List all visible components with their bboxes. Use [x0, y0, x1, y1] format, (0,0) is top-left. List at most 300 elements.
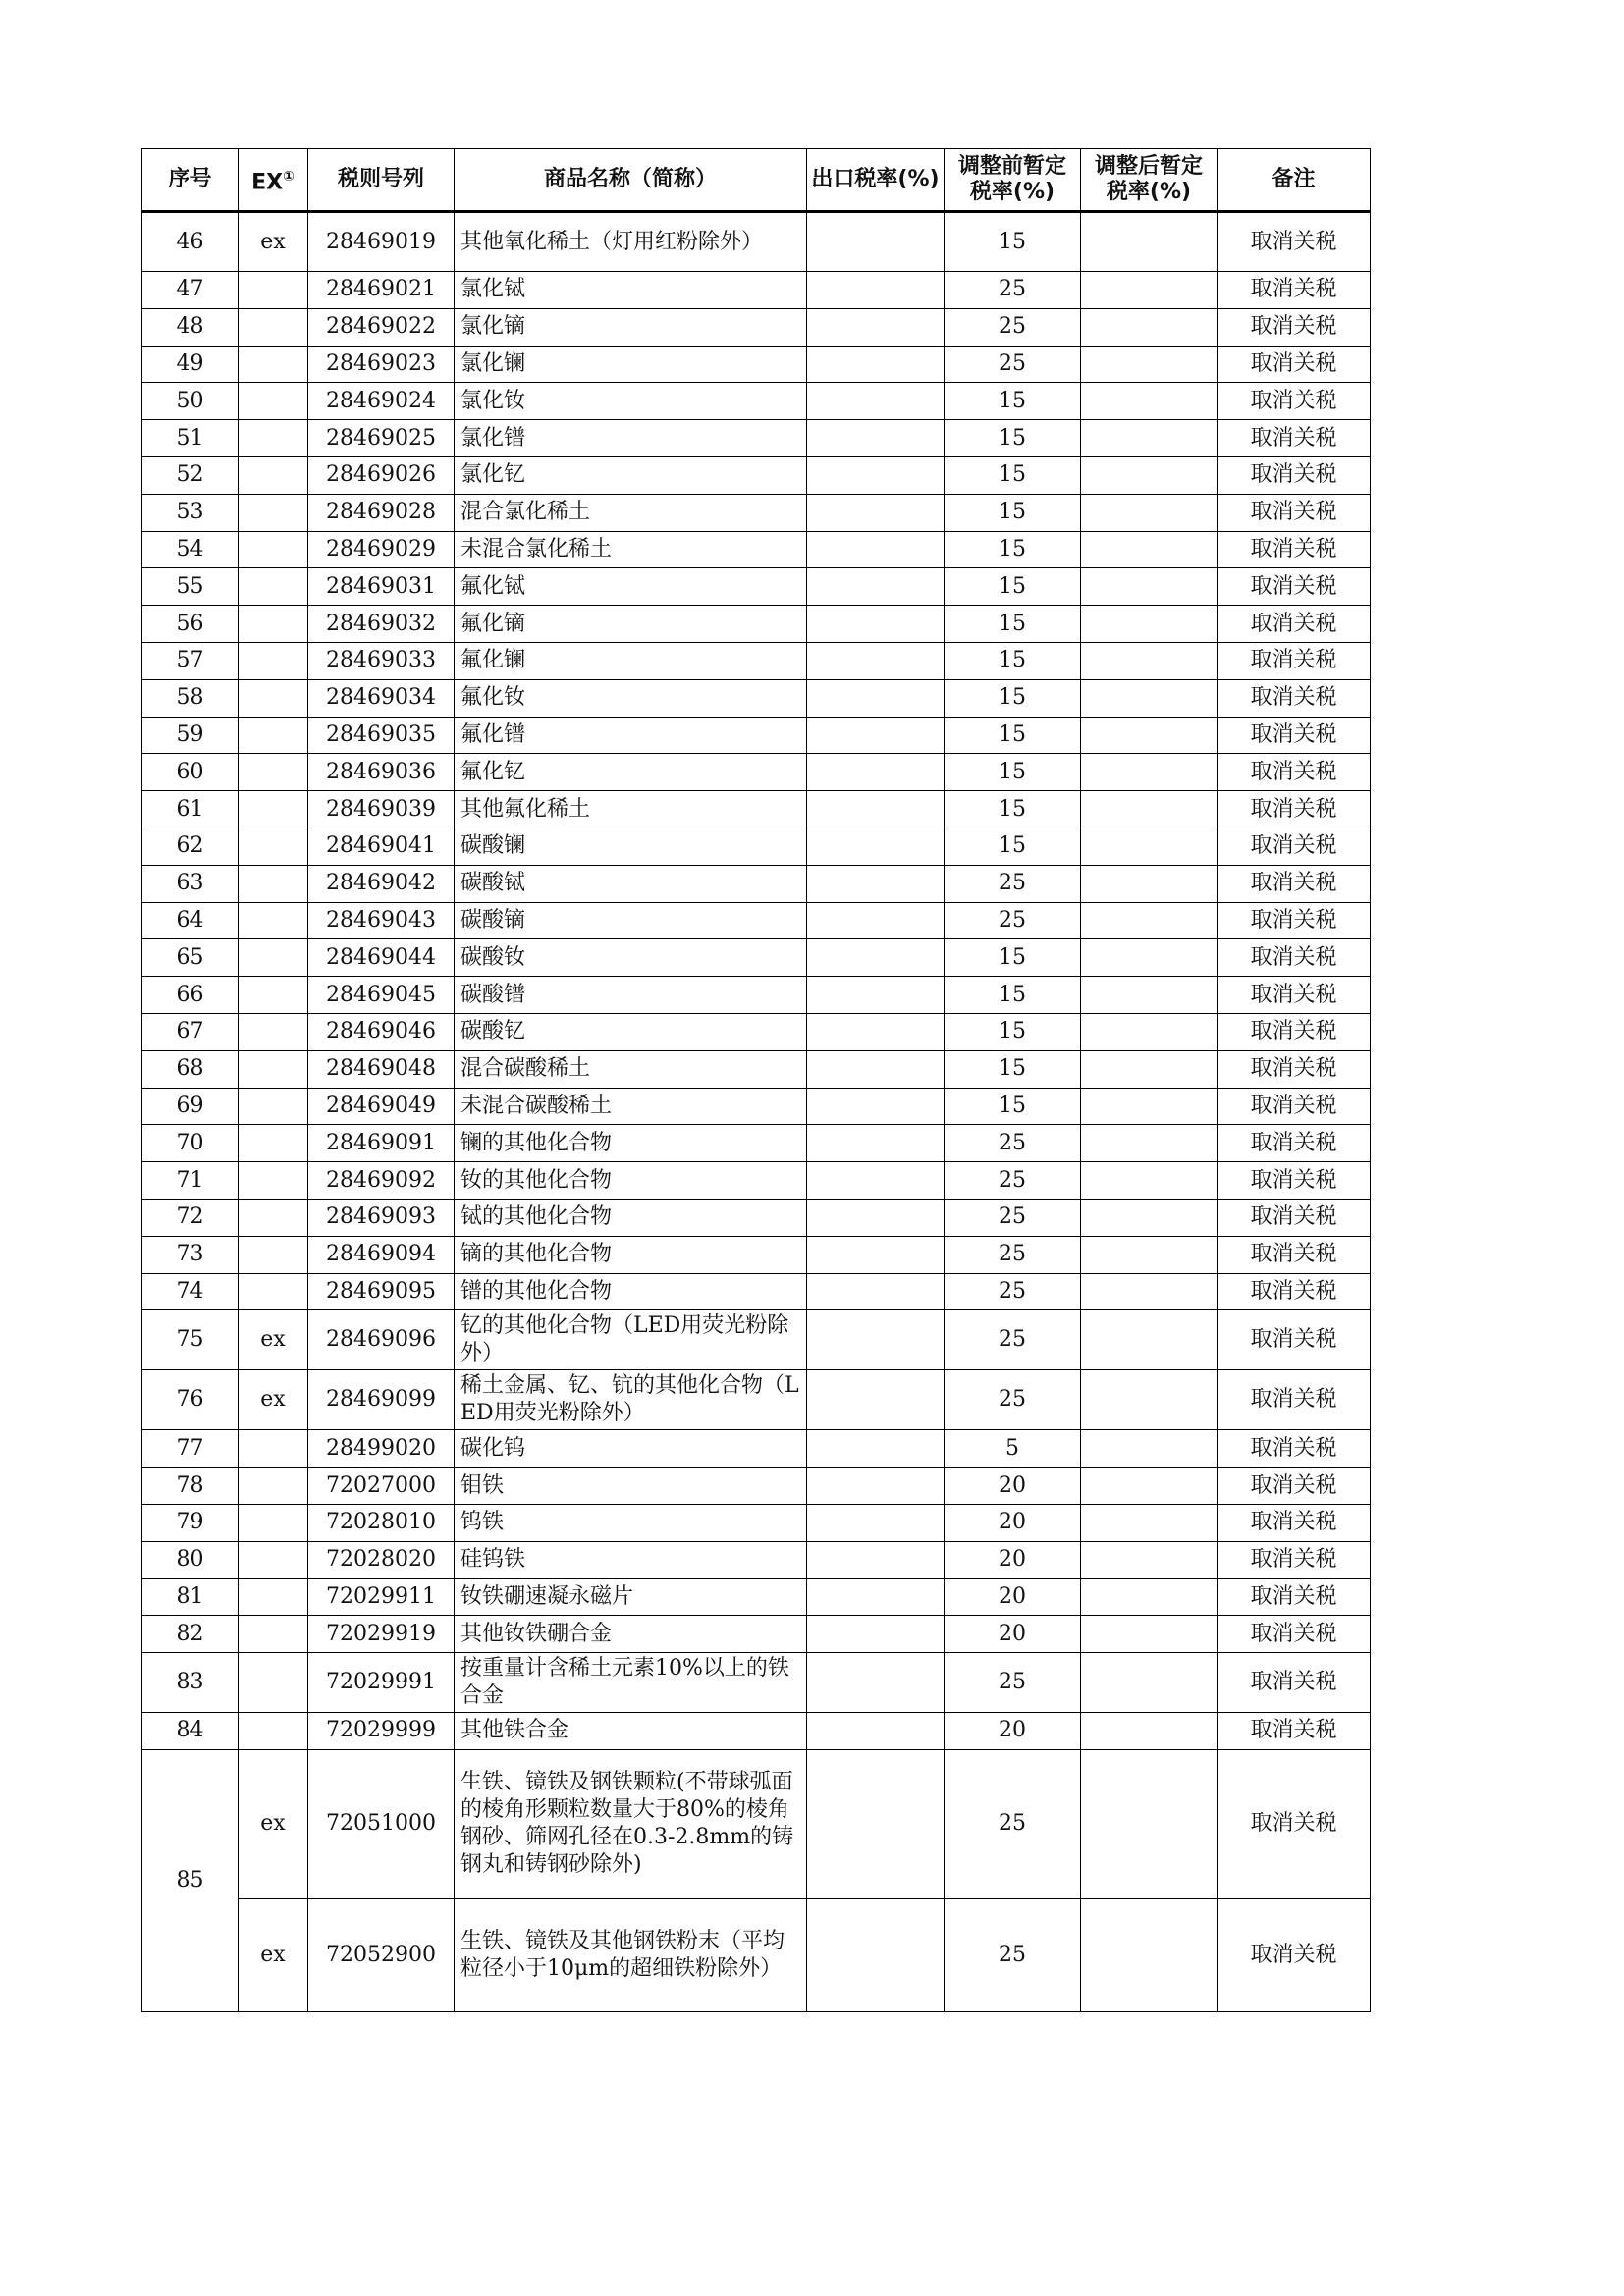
- row-product-name: 钇的其他化合物（LED用荧光粉除外）: [455, 1310, 807, 1370]
- row-product-name: 碳酸铽: [455, 865, 807, 902]
- row-pre-rate: 15: [945, 212, 1081, 272]
- row-product-name: 混合氯化稀土: [455, 494, 807, 531]
- row-note: 取消关税: [1218, 1236, 1371, 1273]
- row-tariff-code: 28469025: [308, 420, 455, 457]
- row-export-rate: [807, 531, 945, 568]
- row-note: 取消关税: [1218, 606, 1371, 643]
- row-pre-rate: 15: [945, 531, 1081, 568]
- row-product-name: 碳酸镨: [455, 977, 807, 1014]
- row-product-name: 按重量计含稀土元素10%以上的铁合金: [455, 1653, 807, 1713]
- row-number: 48: [142, 308, 239, 346]
- row-note: 取消关税: [1218, 642, 1371, 679]
- row-product-name: 氯化镝: [455, 308, 807, 346]
- row-number: 47: [142, 272, 239, 309]
- row-note: 取消关税: [1218, 1504, 1371, 1541]
- row-pre-rate: 25: [945, 1125, 1081, 1162]
- row-pre-rate: 15: [945, 568, 1081, 606]
- row-pre-rate: 15: [945, 977, 1081, 1014]
- table-row: [142, 494, 1371, 531]
- row-post-rate: [1081, 346, 1218, 383]
- row-product-name: 氟化铽: [455, 568, 807, 606]
- row-tariff-code: 28469034: [308, 679, 455, 717]
- row-tariff-code: 28469091: [308, 1125, 455, 1162]
- row-ex: [239, 1162, 308, 1200]
- row-export-rate: [807, 1430, 945, 1468]
- row-post-rate: [1081, 568, 1218, 606]
- row-post-rate: [1081, 308, 1218, 346]
- row-note: 取消关税: [1218, 1310, 1371, 1370]
- row-note: 取消关税: [1218, 420, 1371, 457]
- row-product-name: 碳酸钇: [455, 1013, 807, 1050]
- row-pre-rate: 25: [945, 902, 1081, 939]
- row-product-name: 氯化铽: [455, 272, 807, 309]
- row-pre-rate: 15: [945, 606, 1081, 643]
- row-note: 取消关税: [1218, 1541, 1371, 1578]
- row-number: 53: [142, 494, 239, 531]
- row-product-name: 氟化镝: [455, 606, 807, 643]
- table-row: [142, 272, 1371, 309]
- row-ex: ex: [239, 1898, 308, 2011]
- row-product-name: 生铁、镜铁及其他钢铁粉末（平均粒径小于10μm的超细铁粉除外）: [455, 1898, 807, 2011]
- row-ex: [239, 977, 308, 1014]
- row-post-rate: [1081, 212, 1218, 272]
- row-product-name: 稀土金属、钇、钪的其他化合物（LED用荧光粉除外）: [455, 1370, 807, 1430]
- row-note: 取消关税: [1218, 1273, 1371, 1310]
- row-note: 取消关税: [1218, 346, 1371, 383]
- row-export-rate: [807, 1504, 945, 1541]
- row-ex: ex: [239, 1370, 308, 1430]
- row-export-rate: [807, 1310, 945, 1370]
- row-export-rate: [807, 1898, 945, 2011]
- row-number: 63: [142, 865, 239, 902]
- table-row: [142, 1898, 1371, 2011]
- header-pre-rate: 调整前暂定税率(%): [945, 149, 1081, 212]
- row-note: 取消关税: [1218, 902, 1371, 939]
- row-export-rate: [807, 1578, 945, 1616]
- row-pre-rate: 15: [945, 420, 1081, 457]
- row-tariff-code: 28469031: [308, 568, 455, 606]
- row-note: 取消关税: [1218, 531, 1371, 568]
- row-export-rate: [807, 1713, 945, 1750]
- row-note: 取消关税: [1218, 456, 1371, 494]
- row-ex: [239, 1050, 308, 1088]
- row-number: 77: [142, 1430, 239, 1468]
- table-row: [142, 865, 1371, 902]
- table-row: [142, 1578, 1371, 1616]
- row-product-name: 钨铁: [455, 1504, 807, 1541]
- row-note: 取消关税: [1218, 679, 1371, 717]
- row-ex: [239, 1236, 308, 1273]
- row-pre-rate: 20: [945, 1504, 1081, 1541]
- row-tariff-code: 28469099: [308, 1370, 455, 1430]
- header-name: 商品名称（简称）: [455, 149, 807, 212]
- row-post-rate: [1081, 1125, 1218, 1162]
- row-number: 46: [142, 212, 239, 272]
- row-number: 65: [142, 939, 239, 977]
- row-number: 78: [142, 1468, 239, 1505]
- table-row: [142, 642, 1371, 679]
- table-row: [142, 308, 1371, 346]
- row-ex: [239, 1273, 308, 1310]
- row-ex: [239, 606, 308, 643]
- row-post-rate: [1081, 531, 1218, 568]
- row-number: 49: [142, 346, 239, 383]
- row-ex: [239, 420, 308, 457]
- row-note: 取消关税: [1218, 717, 1371, 754]
- row-tariff-code: 28469043: [308, 902, 455, 939]
- row-pre-rate: 20: [945, 1468, 1081, 1505]
- row-pre-rate: 25: [945, 346, 1081, 383]
- row-post-rate: [1081, 828, 1218, 865]
- row-note: 取消关税: [1218, 1653, 1371, 1713]
- row-tariff-code: 28469036: [308, 754, 455, 791]
- row-post-rate: [1081, 1013, 1218, 1050]
- row-pre-rate: 15: [945, 642, 1081, 679]
- row-note: 取消关税: [1218, 1050, 1371, 1088]
- row-note: 取消关税: [1218, 1125, 1371, 1162]
- row-export-rate: [807, 828, 945, 865]
- row-number: 73: [142, 1236, 239, 1273]
- row-post-rate: [1081, 791, 1218, 828]
- header-post-rate: 调整后暂定税率(%): [1081, 149, 1218, 212]
- table-row: [142, 1310, 1371, 1370]
- row-export-rate: [807, 642, 945, 679]
- row-note: 取消关税: [1218, 568, 1371, 606]
- row-post-rate: [1081, 1430, 1218, 1468]
- row-export-rate: [807, 1653, 945, 1713]
- row-post-rate: [1081, 939, 1218, 977]
- row-product-name: 镝的其他化合物: [455, 1236, 807, 1273]
- row-export-rate: [807, 494, 945, 531]
- header-ex-label: EX: [251, 170, 284, 195]
- row-export-rate: [807, 902, 945, 939]
- row-product-name: 钼铁: [455, 1468, 807, 1505]
- row-ex: [239, 717, 308, 754]
- row-pre-rate: 15: [945, 1088, 1081, 1125]
- row-ex: [239, 902, 308, 939]
- row-ex: [239, 1713, 308, 1750]
- row-post-rate: [1081, 642, 1218, 679]
- row-pre-rate: 25: [945, 1898, 1081, 2011]
- row-ex: ex: [239, 1749, 308, 1898]
- table-row: [142, 1199, 1371, 1236]
- row-ex: [239, 308, 308, 346]
- row-ex: [239, 272, 308, 309]
- row-ex: [239, 1088, 308, 1125]
- row-export-rate: [807, 977, 945, 1014]
- row-number: 64: [142, 902, 239, 939]
- row-export-rate: [807, 1050, 945, 1088]
- row-pre-rate: 15: [945, 717, 1081, 754]
- row-number: 54: [142, 531, 239, 568]
- row-ex: [239, 754, 308, 791]
- row-post-rate: [1081, 1616, 1218, 1653]
- row-post-rate: [1081, 420, 1218, 457]
- row-post-rate: [1081, 1504, 1218, 1541]
- row-tariff-code: 28469048: [308, 1050, 455, 1088]
- row-ex: [239, 346, 308, 383]
- row-post-rate: [1081, 1370, 1218, 1430]
- table-row: [142, 1236, 1371, 1273]
- row-note: 取消关税: [1218, 1199, 1371, 1236]
- row-pre-rate: 5: [945, 1430, 1081, 1468]
- table-row: [142, 383, 1371, 420]
- row-tariff-code: 28469045: [308, 977, 455, 1014]
- row-export-rate: [807, 1236, 945, 1273]
- row-pre-rate: 25: [945, 1162, 1081, 1200]
- table-row: [142, 1050, 1371, 1088]
- table-row: [142, 1749, 1371, 1898]
- row-export-rate: [807, 1162, 945, 1200]
- row-number: 74: [142, 1273, 239, 1310]
- row-post-rate: [1081, 494, 1218, 531]
- row-ex: [239, 1578, 308, 1616]
- row-export-rate: [807, 1125, 945, 1162]
- row-tariff-code: 28469029: [308, 531, 455, 568]
- row-note: 取消关税: [1218, 1370, 1371, 1430]
- row-tariff-code: 28469028: [308, 494, 455, 531]
- row-number: 84: [142, 1713, 239, 1750]
- row-tariff-code: 28469024: [308, 383, 455, 420]
- row-ex: [239, 456, 308, 494]
- row-product-name: 氯化钕: [455, 383, 807, 420]
- row-number: 82: [142, 1616, 239, 1653]
- row-export-rate: [807, 1088, 945, 1125]
- table-row: [142, 1468, 1371, 1505]
- row-note: 取消关税: [1218, 865, 1371, 902]
- table-header: [142, 149, 1371, 212]
- row-pre-rate: 25: [945, 1199, 1081, 1236]
- row-export-rate: [807, 1749, 945, 1898]
- row-note: 取消关税: [1218, 1749, 1371, 1898]
- row-post-rate: [1081, 1898, 1218, 2011]
- row-ex: ex: [239, 212, 308, 272]
- row-pre-rate: 15: [945, 791, 1081, 828]
- row-ex: [239, 1653, 308, 1713]
- row-number: 55: [142, 568, 239, 606]
- row-tariff-code: 28469035: [308, 717, 455, 754]
- row-product-name: 碳酸镝: [455, 902, 807, 939]
- row-tariff-code: 28469096: [308, 1310, 455, 1370]
- row-export-rate: [807, 606, 945, 643]
- table-row: [142, 1088, 1371, 1125]
- row-tariff-code: 28469033: [308, 642, 455, 679]
- row-note: 取消关税: [1218, 1013, 1371, 1050]
- row-tariff-code: 72029919: [308, 1616, 455, 1653]
- row-number: 76: [142, 1370, 239, 1430]
- row-export-rate: [807, 272, 945, 309]
- table-row: [142, 1713, 1371, 1750]
- row-tariff-code: 28469021: [308, 272, 455, 309]
- row-pre-rate: 20: [945, 1713, 1081, 1750]
- row-ex: [239, 939, 308, 977]
- row-post-rate: [1081, 1050, 1218, 1088]
- row-number: 57: [142, 642, 239, 679]
- row-pre-rate: 15: [945, 1050, 1081, 1088]
- row-pre-rate: 25: [945, 1236, 1081, 1273]
- row-pre-rate: 20: [945, 1616, 1081, 1653]
- row-number: 79: [142, 1504, 239, 1541]
- row-pre-rate: 20: [945, 1578, 1081, 1616]
- table-row: [142, 939, 1371, 977]
- table-row: [142, 456, 1371, 494]
- row-pre-rate: 15: [945, 939, 1081, 977]
- row-number: 61: [142, 791, 239, 828]
- table-row: [142, 902, 1371, 939]
- row-post-rate: [1081, 1713, 1218, 1750]
- row-product-name: 其他氧化稀土（灯用红粉除外）: [455, 212, 807, 272]
- row-product-name: 未混合氯化稀土: [455, 531, 807, 568]
- row-post-rate: [1081, 1088, 1218, 1125]
- row-product-name: 氯化镧: [455, 346, 807, 383]
- row-post-rate: [1081, 1236, 1218, 1273]
- row-tariff-code: 28469095: [308, 1273, 455, 1310]
- row-post-rate: [1081, 606, 1218, 643]
- row-note: 取消关税: [1218, 939, 1371, 977]
- table-row: [142, 1653, 1371, 1713]
- row-tariff-code: 28469094: [308, 1236, 455, 1273]
- table-row: [142, 1273, 1371, 1310]
- table-row: [142, 531, 1371, 568]
- row-product-name: 铽的其他化合物: [455, 1199, 807, 1236]
- row-product-name: 钕的其他化合物: [455, 1162, 807, 1200]
- row-export-rate: [807, 791, 945, 828]
- row-tariff-code: 28469049: [308, 1088, 455, 1125]
- row-product-name: 生铁、镜铁及钢铁颗粒(不带球弧面的棱角形颗粒数量大于80%的棱角钢砂、筛网孔径在0.3-2.8mm的铸钢丸和铸钢砂除外): [455, 1749, 807, 1898]
- row-ex: [239, 679, 308, 717]
- row-ex: [239, 568, 308, 606]
- row-note: 取消关税: [1218, 1162, 1371, 1200]
- row-note: 取消关税: [1218, 1578, 1371, 1616]
- table-row: [142, 1430, 1371, 1468]
- row-product-name: 氟化钕: [455, 679, 807, 717]
- row-pre-rate: 15: [945, 828, 1081, 865]
- row-ex: [239, 531, 308, 568]
- row-export-rate: [807, 1468, 945, 1505]
- row-post-rate: [1081, 1749, 1218, 1898]
- table-row: [142, 1162, 1371, 1200]
- row-tariff-code: 28469032: [308, 606, 455, 643]
- row-tariff-code: 72051000: [308, 1749, 455, 1898]
- row-export-rate: [807, 1616, 945, 1653]
- row-pre-rate: 25: [945, 1310, 1081, 1370]
- header-ex: [239, 149, 308, 212]
- row-export-rate: [807, 1541, 945, 1578]
- row-post-rate: [1081, 679, 1218, 717]
- row-ex: [239, 865, 308, 902]
- row-note: 取消关税: [1218, 383, 1371, 420]
- row-pre-rate: 25: [945, 308, 1081, 346]
- row-number: 52: [142, 456, 239, 494]
- row-ex: [239, 383, 308, 420]
- row-export-rate: [807, 1199, 945, 1236]
- row-tariff-code: 28469042: [308, 865, 455, 902]
- row-number: 72: [142, 1199, 239, 1236]
- row-product-name: 氟化镧: [455, 642, 807, 679]
- row-tariff-code: 28469022: [308, 308, 455, 346]
- row-tariff-code: 28469019: [308, 212, 455, 272]
- row-tariff-code: 28469046: [308, 1013, 455, 1050]
- table-row: [142, 1125, 1371, 1162]
- table-row: [142, 717, 1371, 754]
- row-product-name: 氟化钇: [455, 754, 807, 791]
- row-post-rate: [1081, 383, 1218, 420]
- table-row: [142, 828, 1371, 865]
- row-product-name: 氟化镨: [455, 717, 807, 754]
- row-post-rate: [1081, 1541, 1218, 1578]
- row-ex: [239, 828, 308, 865]
- row-pre-rate: 20: [945, 1541, 1081, 1578]
- row-number: 58: [142, 679, 239, 717]
- row-export-rate: [807, 754, 945, 791]
- row-tariff-code: 72027000: [308, 1468, 455, 1505]
- row-note: 取消关税: [1218, 308, 1371, 346]
- row-note: 取消关税: [1218, 828, 1371, 865]
- row-pre-rate: 25: [945, 1273, 1081, 1310]
- row-export-rate: [807, 939, 945, 977]
- row-product-name: 镧的其他化合物: [455, 1125, 807, 1162]
- header-no: 序号: [142, 149, 239, 212]
- row-note: 取消关税: [1218, 1616, 1371, 1653]
- row-note: 取消关税: [1218, 977, 1371, 1014]
- table-row: [142, 679, 1371, 717]
- row-number: 83: [142, 1653, 239, 1713]
- row-post-rate: [1081, 977, 1218, 1014]
- row-post-rate: [1081, 865, 1218, 902]
- row-pre-rate: 15: [945, 494, 1081, 531]
- row-post-rate: [1081, 456, 1218, 494]
- row-tariff-code: 72029999: [308, 1713, 455, 1750]
- row-post-rate: [1081, 272, 1218, 309]
- row-ex: [239, 1616, 308, 1653]
- row-tariff-code: 28469023: [308, 346, 455, 383]
- row-ex: [239, 1199, 308, 1236]
- row-ex: [239, 494, 308, 531]
- row-note: 取消关税: [1218, 1430, 1371, 1468]
- row-number: 60: [142, 754, 239, 791]
- row-product-name: 碳酸镧: [455, 828, 807, 865]
- row-ex: [239, 791, 308, 828]
- row-tariff-code: 72052900: [308, 1898, 455, 2011]
- row-note: 取消关税: [1218, 494, 1371, 531]
- row-post-rate: [1081, 754, 1218, 791]
- row-product-name: 混合碳酸稀土: [455, 1050, 807, 1088]
- row-post-rate: [1081, 1310, 1218, 1370]
- row-tariff-code: 72029991: [308, 1653, 455, 1713]
- row-post-rate: [1081, 1653, 1218, 1713]
- row-product-name: 碳酸钕: [455, 939, 807, 977]
- row-post-rate: [1081, 1468, 1218, 1505]
- row-export-rate: [807, 865, 945, 902]
- table-row: [142, 568, 1371, 606]
- row-ex: [239, 1125, 308, 1162]
- row-export-rate: [807, 212, 945, 272]
- row-post-rate: [1081, 1162, 1218, 1200]
- row-note: 取消关税: [1218, 272, 1371, 309]
- row-ex: [239, 1430, 308, 1468]
- row-number: 50: [142, 383, 239, 420]
- table-row: [142, 212, 1371, 272]
- table-row: [142, 1504, 1371, 1541]
- row-note: 取消关税: [1218, 1713, 1371, 1750]
- row-product-name: 其他铁合金: [455, 1713, 807, 1750]
- row-ex: [239, 1468, 308, 1505]
- row-pre-rate: 25: [945, 1749, 1081, 1898]
- row-note: 取消关税: [1218, 791, 1371, 828]
- table-row: [142, 977, 1371, 1014]
- row-export-rate: [807, 1370, 945, 1430]
- row-number: 62: [142, 828, 239, 865]
